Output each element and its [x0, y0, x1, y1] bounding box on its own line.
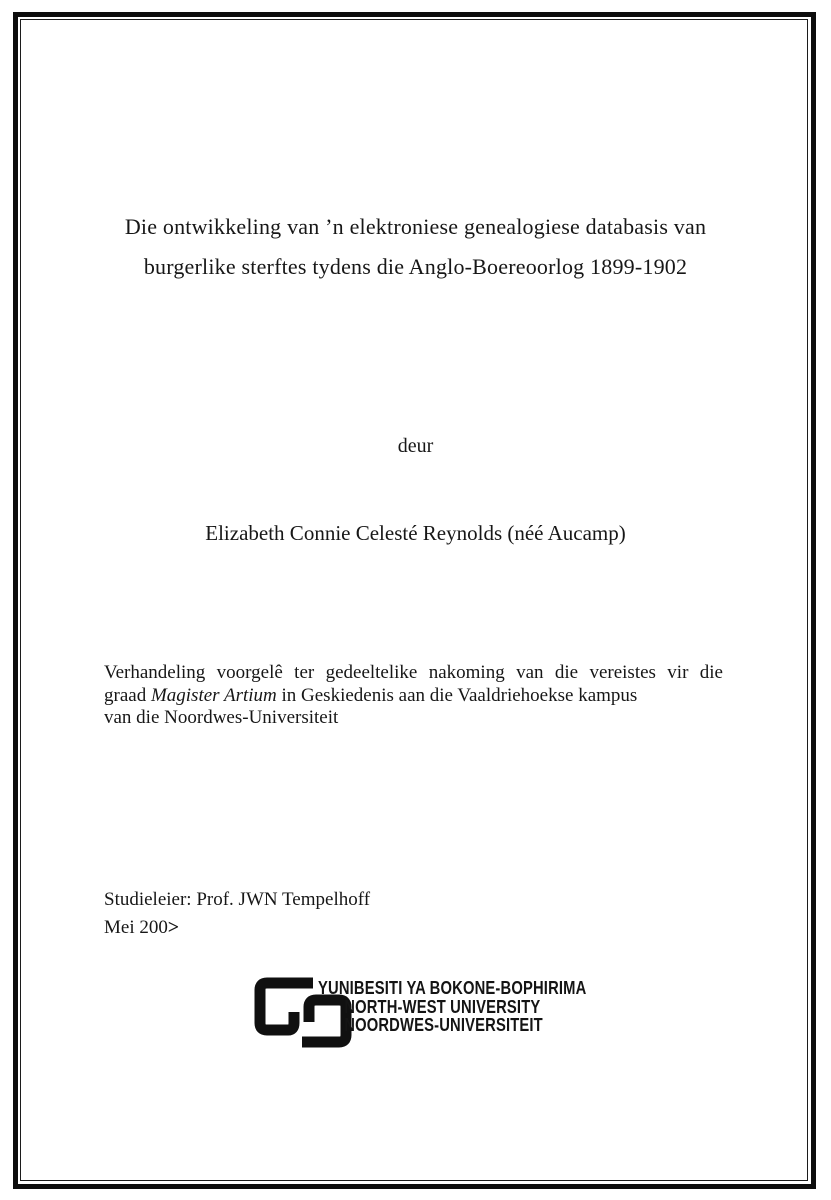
supervisor-and-date	[104, 886, 370, 942]
date-seven-glyph: >	[167, 916, 179, 939]
author-name: Elizabeth Connie Celesté Reynolds (néé Aucamp)	[205, 521, 626, 545]
statement-line-2-prefix: graad	[104, 684, 151, 706]
statement-degree-name: Magister Artium	[150, 684, 277, 706]
logo-english-name: NORTH-WEST UNIVERSITY	[344, 996, 541, 1017]
degree-statement	[104, 662, 723, 730]
thesis-title	[70, 207, 761, 287]
supervisor-line: Studieleier: Prof. JWN Tempelhoff	[104, 889, 371, 910]
statement-line-3: van die Noordwes-Universiteit	[104, 707, 339, 728]
title-line-2: burgerlike sterftes tydens die Anglo-Boereoorlog 1899-1902	[143, 254, 688, 279]
logo-afrikaans-name: NOORDWES-UNIVERSITEIT	[344, 1015, 543, 1035]
statement-line-1: Verhandeling voorgelê ter gedeeltelike nakoming van die vereistes vir die	[104, 662, 723, 683]
byline-deur: deur	[397, 435, 434, 457]
logo-setswana-name: YUNIBESITI YA BOKONE-BOPHIRIMA	[318, 978, 587, 998]
date-line	[104, 914, 370, 942]
date-prefix: Mei 200	[104, 917, 168, 938]
statement-line-2-suffix: in Geskiedenis aan die Vaaldriehoekse kampus	[276, 684, 638, 706]
title-line-1: Die ontwikkeling van ’n elektroniese genealogiese databasis van	[124, 214, 707, 239]
statement-line-2	[104, 685, 723, 708]
nwu-logo-wordmark	[318, 979, 586, 1035]
